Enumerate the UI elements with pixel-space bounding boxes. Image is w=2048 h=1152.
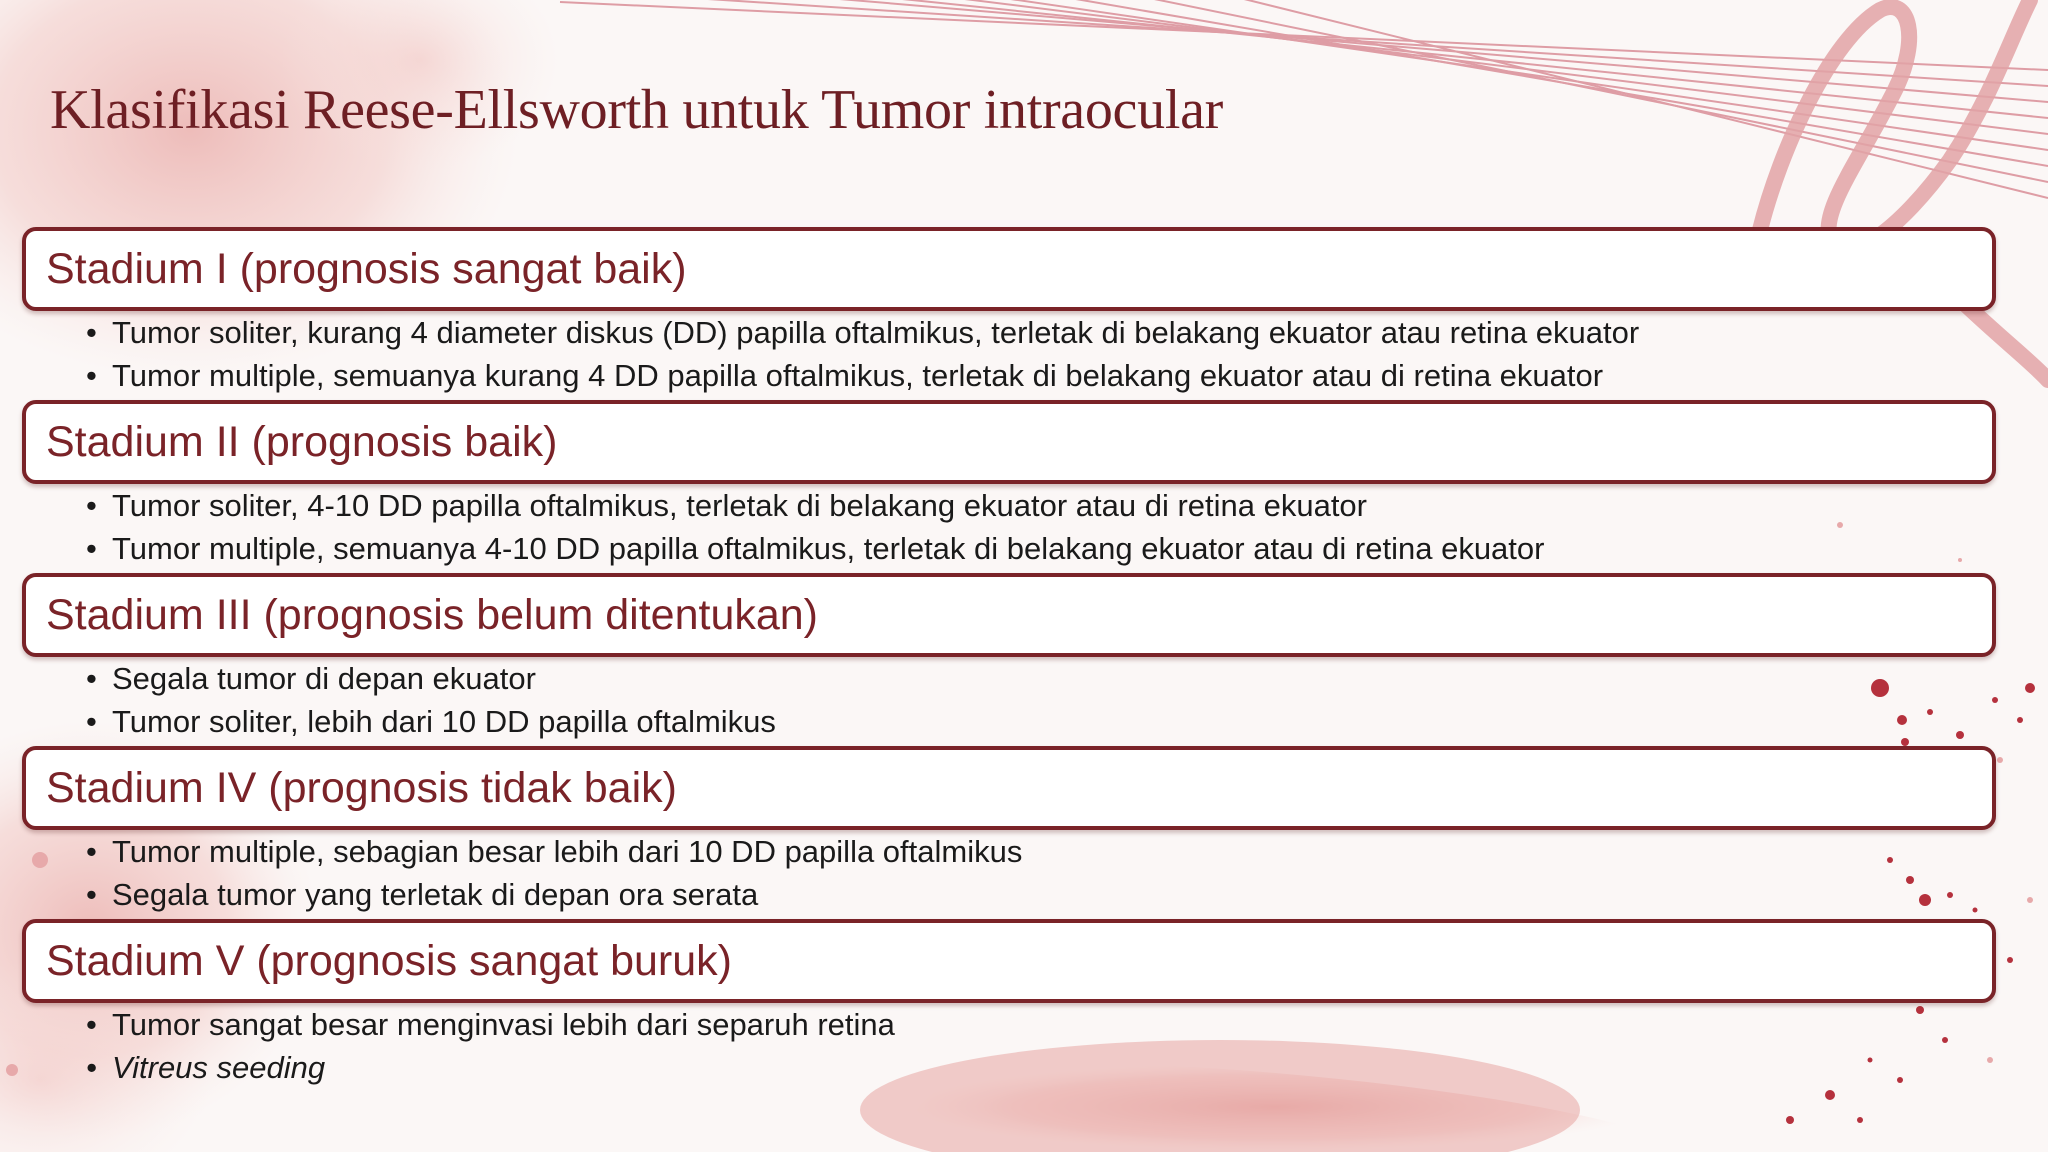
stage-3-bullet-list xyxy=(86,657,776,743)
stage-4-header xyxy=(22,746,1996,830)
stage-1-title: Stadium I (prognosis sangat baik) xyxy=(46,244,687,293)
list-item: • Tumor multiple, semuanya 4-10 DD papilla oftalmikus, terletak di belakang ekuator atau di retina ekuator xyxy=(86,527,1544,570)
list-item: • Segala tumor di depan ekuator xyxy=(86,657,776,700)
list-item: • Tumor multiple, sebagian besar lebih dari 10 DD papilla oftalmikus xyxy=(86,830,1022,873)
list-item: • Tumor sangat besar menginvasi lebih dari separuh retina xyxy=(86,1003,895,1046)
page-title: Klasifikasi Reese-Ellsworth untuk Tumor intraocular xyxy=(50,79,1223,141)
list-item: • Vitreus seeding xyxy=(86,1046,895,1089)
stage-3-header xyxy=(22,573,1996,657)
list-item: • Tumor soliter, lebih dari 10 DD papilla oftalmikus xyxy=(86,700,776,743)
stage-5-header xyxy=(22,919,1996,1003)
list-item: • Tumor multiple, semuanya kurang 4 DD papilla oftalmikus, terletak di belakang ekuator atau di retina ekuator xyxy=(86,354,1639,397)
stage-1-header xyxy=(22,227,1996,311)
blotch-bottom xyxy=(860,1040,1580,1152)
stage-5-bullet-list xyxy=(86,1003,895,1089)
list-item: • Segala tumor yang terletak di depan ora serata xyxy=(86,873,1022,916)
stage-2-header xyxy=(22,400,1996,484)
list-item: • Tumor soliter, kurang 4 diameter diskus (DD) papilla oftalmikus, terletak di belakang ekuator atau retina ekuator xyxy=(86,311,1639,354)
stage-4-bullet-list xyxy=(86,830,1022,916)
stage-4-title: Stadium IV (prognosis tidak baik) xyxy=(46,763,677,812)
calligraphy-flourish xyxy=(1760,0,2048,380)
stage-2-bullet-list xyxy=(86,484,1544,570)
list-item: • Tumor soliter, 4-10 DD papilla oftalmikus, terletak di belakang ekuator atau di retina ekuator xyxy=(86,484,1544,527)
stage-1-bullet-list xyxy=(86,311,1639,397)
stage-2-title: Stadium II (prognosis baik) xyxy=(46,417,558,466)
stage-5-title: Stadium V (prognosis sangat buruk) xyxy=(46,936,732,985)
stage-3-title: Stadium III (prognosis belum ditentukan) xyxy=(46,590,819,639)
